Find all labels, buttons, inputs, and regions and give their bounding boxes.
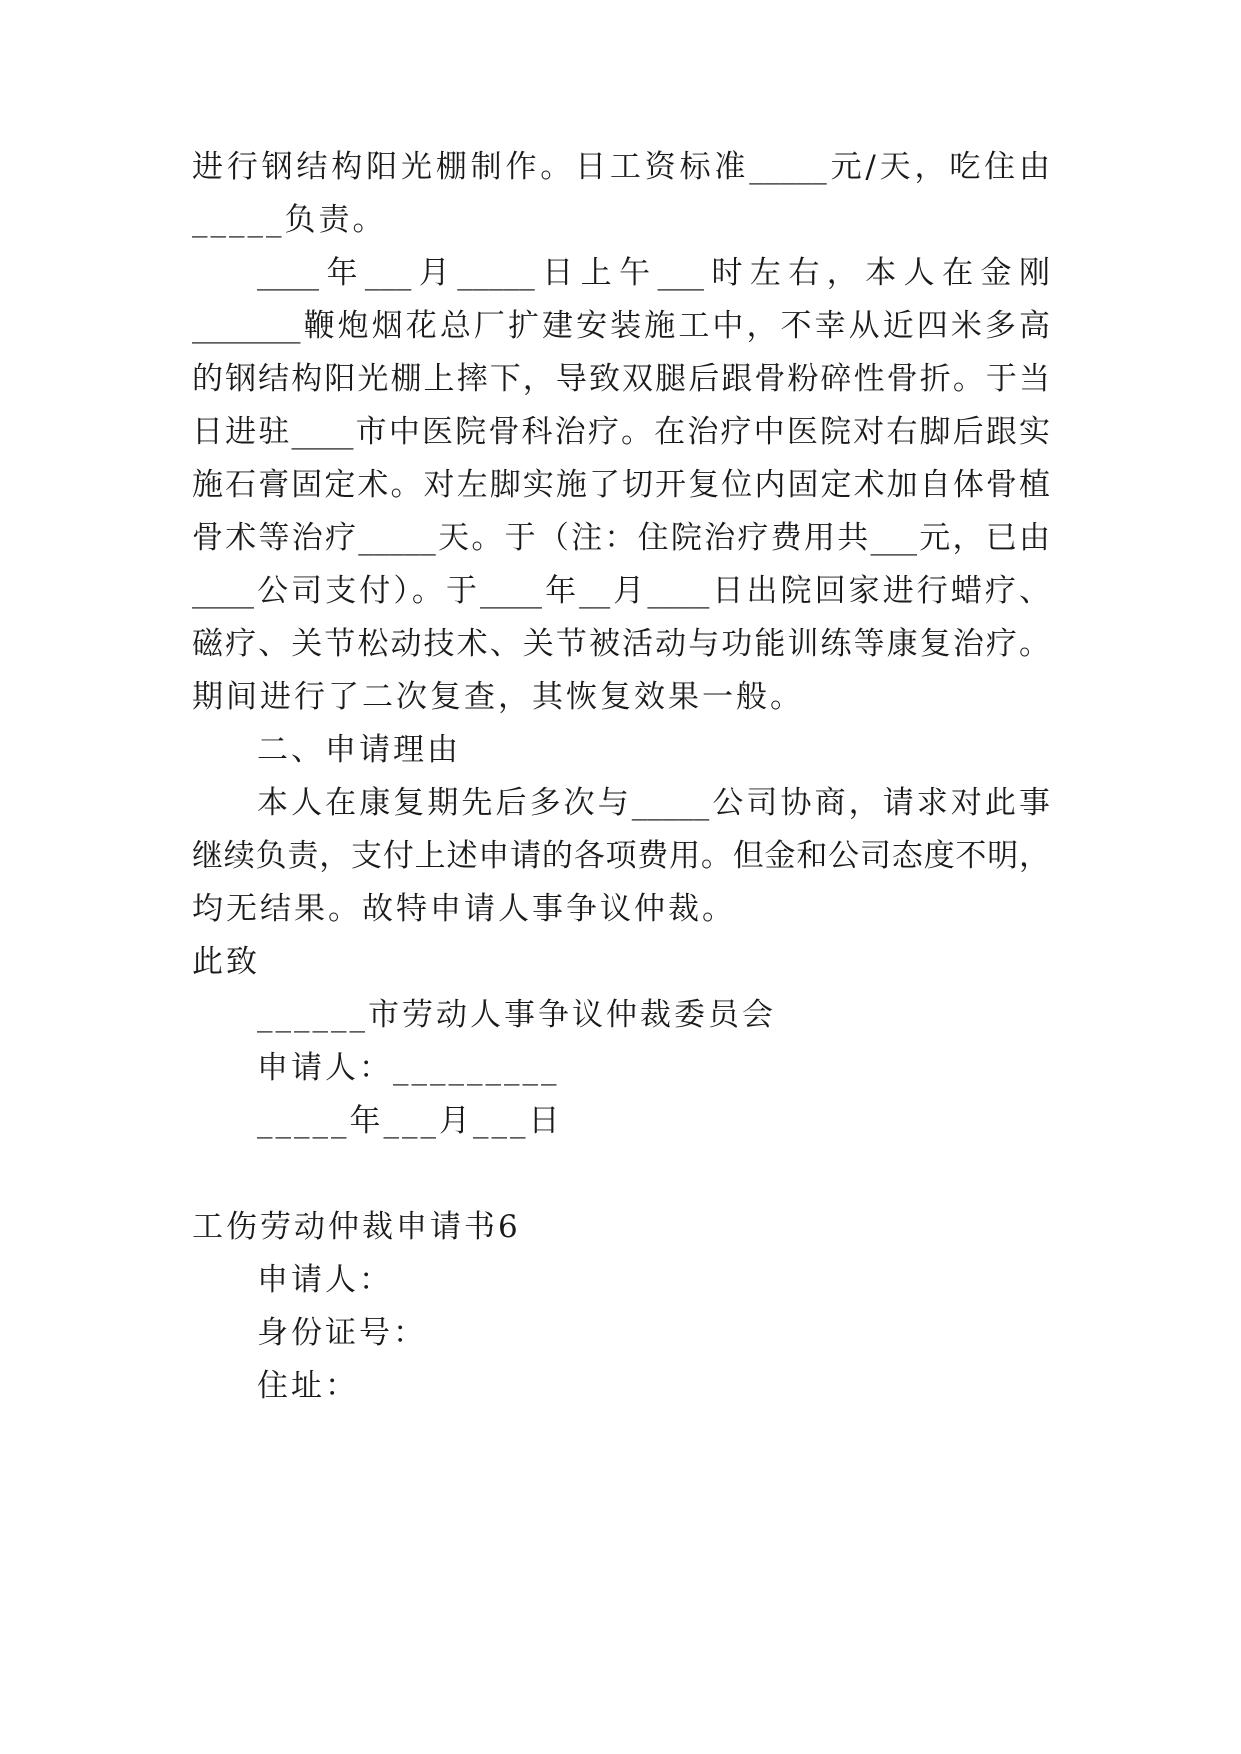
next-document-title: 工伤劳动仲裁申请书6	[192, 1209, 521, 1245]
section-heading: 二、申请理由	[257, 732, 461, 768]
paragraph-line: 期间进行了二次复查，其恢复效果一般。	[192, 679, 804, 715]
paragraph-line: 日进驻____市中医院骨科治疗。在治疗中医院对右脚后跟实	[192, 414, 1050, 450]
paragraph-line: _______鞭炮烟花总厂扩建安装施工中，不幸从近四米多高	[192, 308, 1050, 344]
paragraph-line: 的钢结构阳光棚上摔下，导致双腿后跟骨粉碎性骨折。于当	[192, 361, 1050, 397]
paragraph-line: 磁疗、关节松动技术、关节被活动与功能训练等康复治疗。	[192, 626, 1050, 662]
address-label: 住址：	[257, 1368, 359, 1404]
paragraph-line: _____负责。	[192, 202, 387, 238]
paragraph-line: ____公司支付）。于____年__月____日出院回家进行蜡疗、	[192, 573, 1050, 609]
paragraph-line: ____年___月_____日上午___时左右，本人在金刚	[257, 255, 1050, 291]
date-line: _____年___月___日	[257, 1103, 563, 1139]
applicant-signature-line: 申请人：_________	[257, 1050, 560, 1086]
paragraph-line: 本人在康复期先后多次与_____公司协商，请求对此事	[257, 785, 1050, 821]
paragraph-line: 进行钢结构阳光棚制作。日工资标准_____元/天，吃住由	[192, 149, 1050, 185]
id-number-label: 身份证号：	[257, 1315, 427, 1351]
paragraph-line: 均无结果。故特申请人事争议仲裁。	[192, 891, 736, 927]
salutation: 此致	[192, 944, 260, 980]
paragraph-line: 骨术等治疗_____天。于（注：住院治疗费用共___元，已由	[192, 520, 1050, 556]
paragraph-line: 施石膏固定术。对左脚实施了切开复位内固定术加自体骨植	[192, 467, 1050, 503]
recipient-line: ______市劳动人事争议仲裁委员会	[257, 997, 776, 1033]
paragraph-line: 继续负责，支付上述申请的各项费用。但金和公司态度不明，	[192, 838, 1050, 874]
applicant-label: 申请人：	[257, 1262, 393, 1298]
